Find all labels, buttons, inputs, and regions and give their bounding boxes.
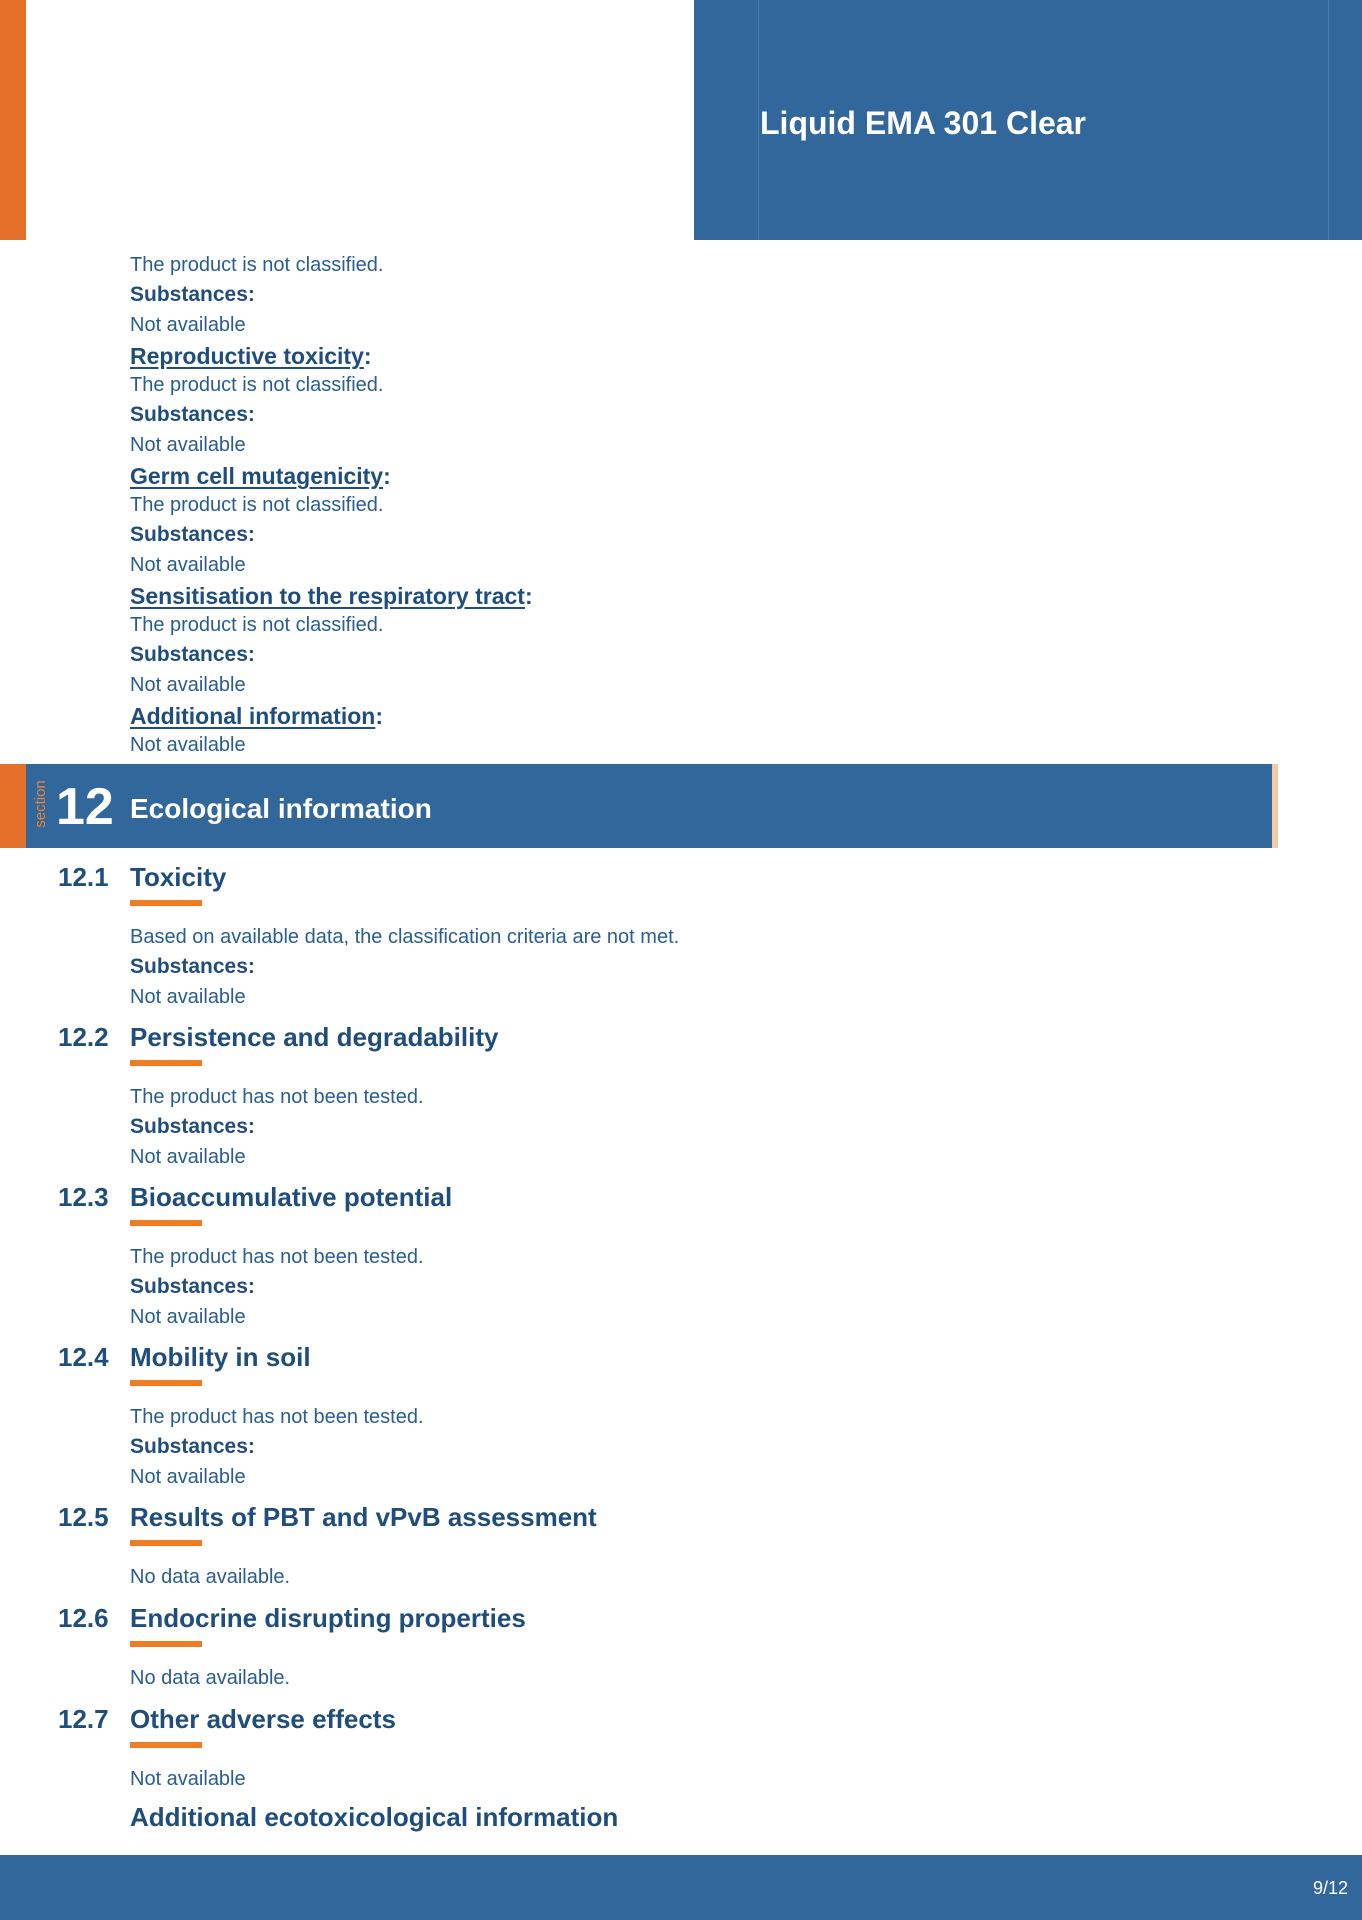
subsection-title: Other adverse effects xyxy=(130,1704,396,1734)
subsection-body xyxy=(130,1402,1230,1492)
subsection-underline xyxy=(130,1060,202,1066)
subheading-label: Reproductive toxicity xyxy=(130,343,364,369)
subsection-number: 12.1 xyxy=(58,862,109,892)
subheading-colon: : xyxy=(524,583,533,609)
subheading-label: Sensitisation to the respiratory tract xyxy=(130,583,525,609)
subheading xyxy=(130,460,1230,490)
subheading-label: Additional information xyxy=(130,703,376,729)
subheading-colon: : xyxy=(383,463,391,489)
subsection-number: 12.2 xyxy=(58,1022,109,1052)
subsection-title: Persistence and degradability xyxy=(130,1022,499,1052)
section-title: Ecological information xyxy=(130,793,432,824)
subheading xyxy=(130,340,1230,370)
field-value: Not available xyxy=(130,314,246,336)
field-label: Substances: xyxy=(130,403,255,426)
field-value: Not available xyxy=(130,674,246,696)
subheading-colon: : xyxy=(363,343,372,369)
subheading-colon: : xyxy=(375,703,383,729)
field-value: The product has not been tested. xyxy=(130,1086,424,1108)
subsection-number: 12.4 xyxy=(58,1342,109,1372)
field-value: Not available xyxy=(130,1306,246,1328)
subsection-body xyxy=(130,1242,1230,1332)
field-value: The product is not classified. xyxy=(130,254,384,276)
subsection-underline xyxy=(130,1742,202,1748)
additional-ecotox-title: Additional ecotoxicological information xyxy=(130,1802,619,1832)
subsection-number: 12.6 xyxy=(58,1603,109,1633)
field-label: Substances: xyxy=(130,283,255,306)
field-value: The product is not classified. xyxy=(130,494,384,516)
field-value: Not available xyxy=(130,734,246,756)
subsection-body xyxy=(130,1663,1230,1693)
subsection-title: Endocrine disrupting properties xyxy=(130,1603,526,1633)
header-accent-strip xyxy=(0,0,26,240)
field-value: Not available xyxy=(130,986,246,1008)
field-value: Not available xyxy=(130,1146,246,1168)
field-value: The product is not classified. xyxy=(130,614,384,636)
field-label: Substances: xyxy=(130,1275,255,1298)
subsection-title: Toxicity xyxy=(130,862,227,892)
field-label: Substances: xyxy=(130,955,255,978)
page-number: 9/12 xyxy=(1312,1878,1348,1898)
page-footer xyxy=(0,1855,1362,1920)
field-value: The product has not been tested. xyxy=(130,1406,424,1428)
subsection-body xyxy=(130,1764,1230,1794)
field-label: Substances: xyxy=(130,1115,255,1138)
subsection-number: 12.5 xyxy=(58,1502,109,1532)
subsection-number: 12.3 xyxy=(58,1182,109,1212)
subheading xyxy=(130,580,1230,610)
field-value: Not available xyxy=(130,434,246,456)
field-value: Not available xyxy=(130,1466,246,1488)
field-value: The product has not been tested. xyxy=(130,1246,424,1268)
subsection-underline xyxy=(130,900,202,906)
header-divider xyxy=(758,0,759,240)
field-value: The product is not classified. xyxy=(130,374,384,396)
header-divider xyxy=(1328,0,1329,240)
subsection-body xyxy=(130,922,1230,1012)
subsection-number: 12.7 xyxy=(58,1704,109,1734)
field-value: No data available. xyxy=(130,1667,291,1689)
subsection-underline xyxy=(130,1220,202,1226)
subheading xyxy=(130,700,1230,730)
subsection-underline xyxy=(130,1641,202,1647)
subsection-title: Bioaccumulative potential xyxy=(130,1182,453,1212)
field-label: Substances: xyxy=(130,643,255,666)
section-accent xyxy=(0,764,26,848)
subsection-title: Results of PBT and vPvB assessment xyxy=(130,1502,597,1532)
subsection-underline xyxy=(130,1380,202,1386)
section-11-continuation xyxy=(130,250,1230,760)
field-label: Substances: xyxy=(130,523,255,546)
field-value: Not available xyxy=(130,1768,246,1790)
document-title: Liquid EMA 301 Clear xyxy=(760,105,1086,141)
subsection-underline xyxy=(130,1540,202,1546)
subheading-label: Germ cell mutagenicity xyxy=(130,463,384,489)
field-value: Based on available data, the classification criteria are not met. xyxy=(130,926,680,948)
field-value: Not available xyxy=(130,554,246,576)
section-number: 12 xyxy=(56,778,114,836)
field-value: No data available. xyxy=(130,1566,291,1588)
subsection-title: Mobility in soil xyxy=(130,1342,311,1372)
subsection-body xyxy=(130,1562,1230,1592)
field-label: Substances: xyxy=(130,1435,255,1458)
section-bar-tail xyxy=(1272,764,1278,848)
subsection-body xyxy=(130,1082,1230,1172)
section-word-label: section xyxy=(32,780,49,828)
